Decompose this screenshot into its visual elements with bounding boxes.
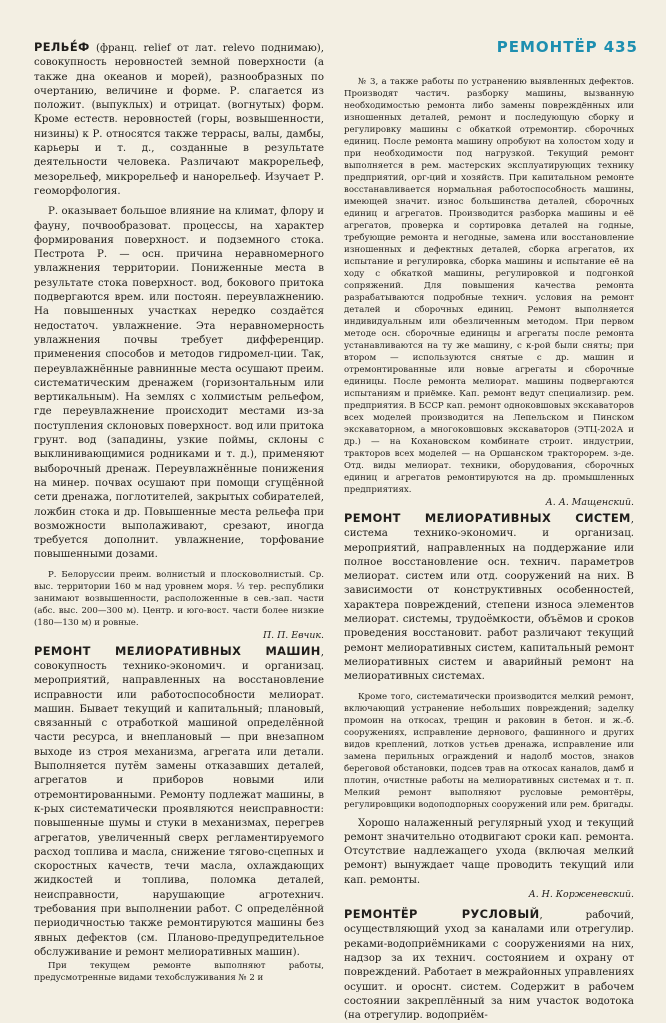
machines-definition: , совокупность технико-экономич. и организац. мероприятий, направленных на восстановление исправности или работоспособности мелиорат. машин. Бывает текущий и капитальный; плановый, связанный с отработкой машиной определённой части ресурса, и внеплановый — при внезапном выходе из строя механизма, агрегата или детали. Выполняется путём замены отказавших деталей, агрегатов и приборов новыми или отремонтированными. Ремонту подлежат машины, в к-рых систематически проявляются неисправности: повышенные шумы и стуки в механизмах, перегрев агрегатов, увеличенный сверх регламентируемого расход топлива и масла, снижение тягово-сцепных и скоростных качеств, течи масла, охлаждающих жидкостей и топлива, поломка деталей, неисправности, нарушающие агротехнич. требования при выполнении работ. С определённой периодичностью также ремонтируются машины без явных дефектов (см. Планово-предупредительное обслуживание и ремонт мелиоративных машин).	[34, 646, 324, 958]
systems-paragraph-2: Кроме того, систематически производится мелкий ремонт, включающий устранение небольших повреждений; заделку промоин на откосах, трещин и раковин в бетон. и ж.-б. сооружениях, исправление дернового, фашинного и других видов креплений, лотков устьев дренажа, исправление или замена перильных ограждений и надолб мостов, знаков береговой обстановки, подсев трав на откосах каналов, дамб и плотин, очистные работы на мелиоративных системах и т. п. Мелкий ремонт выполняют русловые ремонтёры, регулировщики водоподпорных сооружений или рем. бригады.	[344, 691, 634, 810]
left-column	[34, 40, 324, 984]
author-signature: П. П. Евчик.	[262, 629, 324, 641]
relief-definition: (франц. relief от лат. relevo поднимаю), совокупность неровностей земной поверхности (а также дна океанов и морей), разнообразных по очертанию, величине и форме. Р. слагается из положит. (выпуклых) и отрицат. (вогнутых) форм. Кроме естеств. неровностей (горы, возвышенности, низины) к Р. относятся также террасы, валы, дамбы, карьеры и т. д., созданные в результате деятельности человека. Различают макрорельеф, мезорельеф, микрорельеф и нанорельеф. Изучает Р. геоморфология.	[34, 43, 324, 197]
machines-paragraph-2: При текущем ремонте выполняют работы, предусмотренные видами техобслуживания № 2 и	[34, 961, 324, 984]
relief-paragraph-2: Р. оказывает большое влияние на климат, флору и фауну, почвообразоват. процессы, на характер формирования поверхност. и подземного стока. Пестрота Р. — осн. причина неравномерного увлажнения территории. Пониженные места в результате стока поверхност. вод, бокового притока подвергаются врем. или постоян. переувлажнению. На повышенных участках нередко создаётся недостаточ. увлажнение. Эта неравномерность увлажнения почвы требует дифференцир. применения способов и методов гидромел-ции. Так, переувлажнённые равнинные места осушают преим. систематическим дренажем (горизонтальным или вертикальным). На землях с холмистым рельефом, где переувлажнение происходит местами из-за поступления склоновых поверхност. вод или притока грунт. вод (западины, узкие поймы, склоны с выклинивающимися родниками и т. д.), применяют выборочный дренаж. Переувлажнённые понижения на минер. почвах осушают при помощи сгущённой сети дренажа, поглотителей, закрытых собирателей, ложбин стока и др. Повышенные места рельефа при возможности выполаживают, срезают, иногда требуется дополнит. увлажнение, торфование повышенными дозами.	[34, 206, 324, 561]
machines-continuation: № 3, а также работы по устранению выявленных дефектов. Производят частич. разборку машины, вызванную необходимостью ремонта либо замены повреждённых или изношенных деталей, ремонт и последующую сборку и регулировку машины с обкаткой отремонтир. сборочных единиц. После ремонта машину опробуют на холостом ходу и при необходимости под нагрузкой. Текущий ремонт выполняется в рем. мастерских эксплуатирующих технику предприятий, орг-ций и хозяйств. При капитальном ремонте восстанавливается нормальная работоспособность машины, имеющей значит. износ большинства деталей, сборочных единиц и агрегатов. Производится разборка машины и её агрегатов, проверка и сортировка деталей на годные, требующие ремонта и негодные, замена или восстановление изношенных и дефектных деталей, сборка агрегатов, их испытание и регулировка, сборка машины и испытание её на ходу с обкаткой машины, регулировкой и подгонкой сопряжений. Для повышения качества ремонта разрабатываются подробные технич. условия на ремонт деталей и сборочных единиц. Ремонт выполняется индивидуальным или обезличенным методом. При первом методе осн. сборочные единицы и агрегаты после ремонта устанавливаются на ту же машину, с к-рой были сняты; при втором — используются снятые с др. машин и отремонтированные или новые агрегаты и сборочные единицы. После ремонта мелиорат. машины подвергаются испытаниям и приёмке. Кап. ремонт ведут специализир. рем. предприятия. В БССР кап. ремонт одноковшовых экскаваторов всех моделей производится на Лепельском и Пинском экскаваторном, а многоковшовых экскаваторов (ЭТЦ-202А и др.) — на Кохановском комбинате строит. индустрии, тракторов всех моделей — на Оршанском тракторорем. з-де. Отд. виды мелиорат. техники, оборудования, сборочных единиц и агрегатов ремонтируются на др. промышленных предприятиях.	[344, 77, 634, 495]
page-number: 435	[603, 38, 638, 56]
entry-remontyor	[344, 907, 634, 1023]
author-signature: А. А. Мащенский.	[545, 497, 634, 508]
right-column	[344, 76, 634, 1023]
entry-machines	[34, 644, 324, 961]
headword-remontyor: РЕМОНТЁР РУСЛОВЫЙ	[344, 907, 540, 922]
systems-paragraph-3: Хорошо налаженный регулярный уход и текущий ремонт значительно отодвигают сроки кап. ремонта. Отсутствие надлежащего ухода (включая мелкий ремонт) вынуждает чаще проводить текущий или кап. ремонты.	[344, 817, 634, 886]
running-head	[497, 38, 638, 56]
author-signature: А. Н. Корженевский.	[528, 889, 634, 901]
headword-machines: РЕМОНТ МЕЛИОРАТИВНЫХ МАШИН	[34, 643, 321, 658]
relief-paragraph-3: Р. Белоруссии преим. волнистый и плосковолнистый. Ср. выс. территории 160 м над уровнем моря. ⅓ тер. республики занимают возвышенности, расположенные в сев.-зап. части (абс. выс. 200—300 м). Центр. и юго-вост. части более низкие (180—130 м) и ровные.	[34, 569, 324, 628]
headword-systems: РЕМОНТ МЕЛИОРАТИВНЫХ СИСТЕМ	[344, 511, 631, 525]
running-head-title: РЕМОНТЁР	[496, 38, 598, 56]
headword-relief: РЕЛЬЕ́Ф	[34, 40, 90, 54]
entry-relief	[34, 40, 324, 199]
systems-definition: , система технико-экономич. и организац. мероприятий, направленных на поддержание или полное восстановление осн. технич. параметров мелиорат. систем или отд. сооружений на них. В зависимости от конструктивных особенностей, характера повреждений, степени износа элементов мелиорат. системы, трудоёмкости, объёмов и сроков проведения восстановит. работ различают текущий ремонт мелиоративных систем, капитальный ремонт мелиоративных систем и аварийный ремонт на мелиоративных системах.	[344, 514, 634, 683]
entry-systems	[344, 511, 634, 685]
remontyor-definition: , рабочий, осуществляющий уход за каналами или отрегулир. реками-водоприёмниками с сооружениями на них, надзор за их технич. состоянием и охрану от повреждений. Работает в межрайонных управлениях осушит. и ороснт. систем. Содержит в рабочем состоянии закреплённый за ним участок водотока (на отрегулир. водоприём-	[344, 910, 634, 1022]
